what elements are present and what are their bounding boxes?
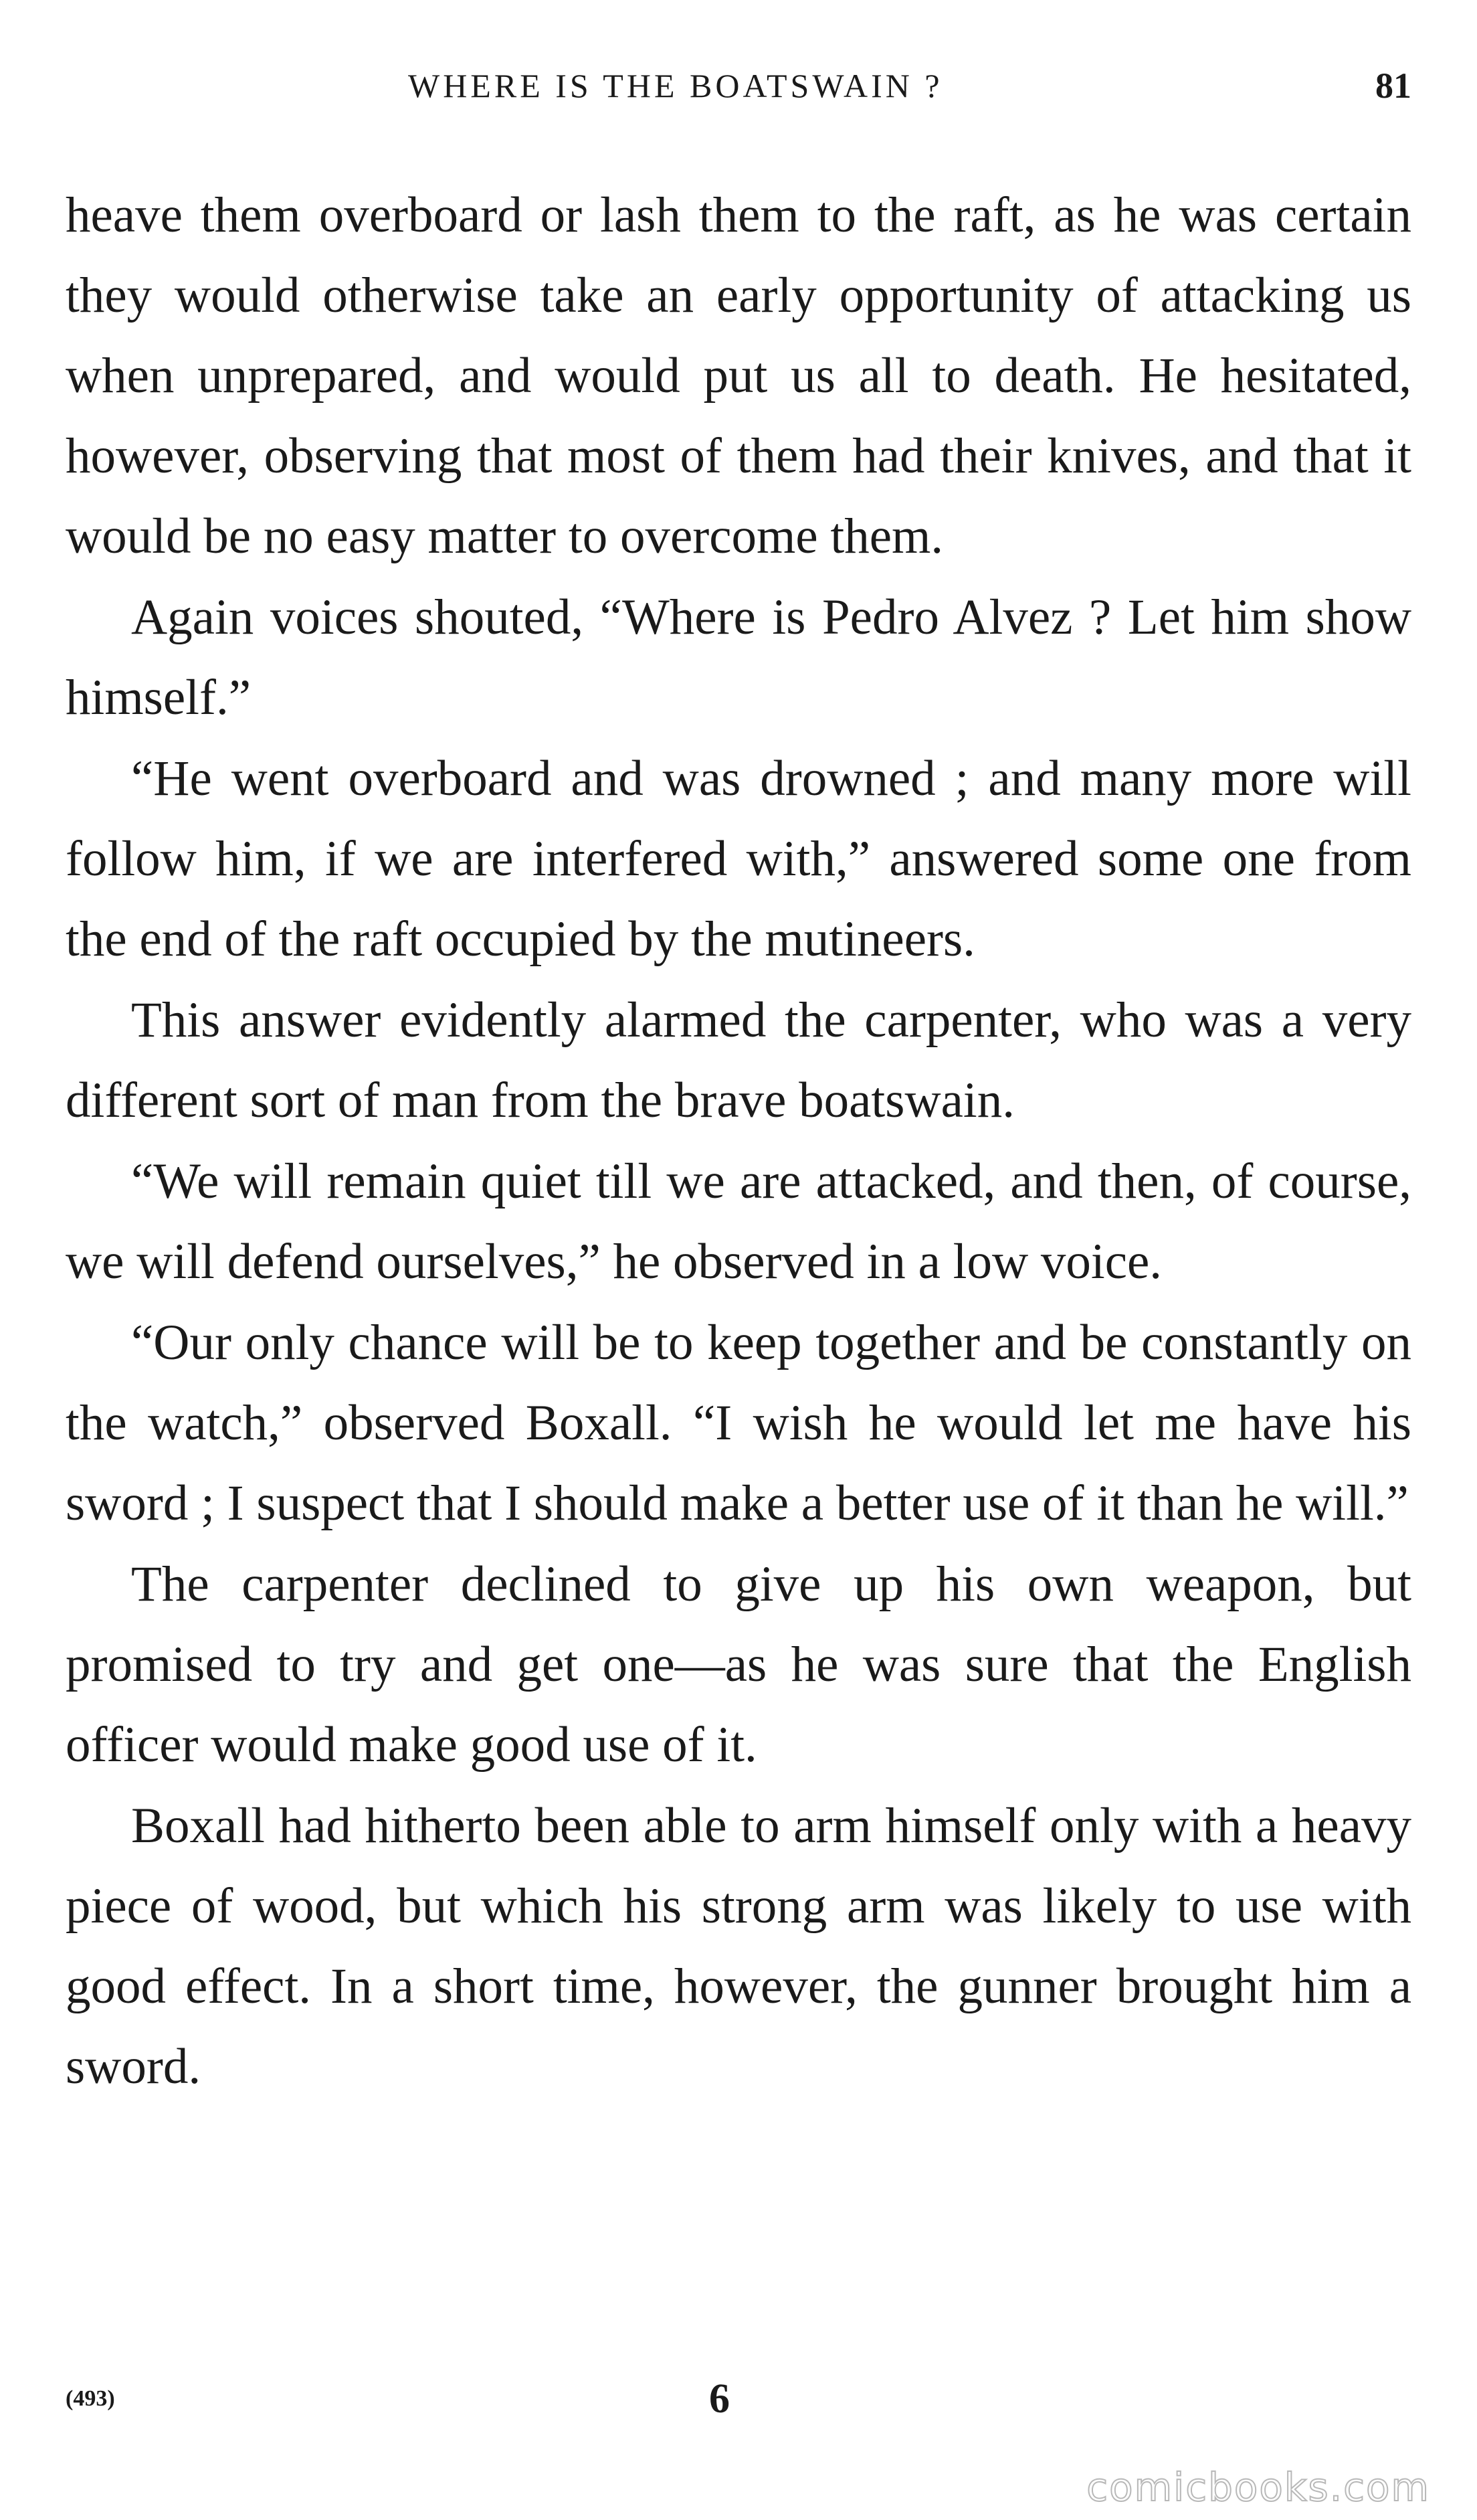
paragraph-8: Boxall had hitherto been able to arm himself only with a heavy piece of wood, but which his strong arm was likely to use with good effect. In a short time, however, the gunner brought him a sword. xyxy=(66,1798,1411,2094)
page-footer xyxy=(0,2369,1477,2429)
page-number: 81 xyxy=(1375,66,1411,106)
signature-number: 6 xyxy=(709,2376,730,2422)
paragraph-2: Again voices shouted, “Where is Pedro Alvez ? Let him show himself.” xyxy=(66,590,1411,725)
paragraph-1: heave them overboard or lash them to the raft, as he was certain they would otherwise take an early opportunity of attacking us when unprepared, and would put us all to death. He hesitated, however, observing that most of them had their knives, and that it would be no easy matter to overcome them. xyxy=(66,187,1411,564)
paragraph-5: “We will remain quiet till we are attacked, and then, of course, we will defend ourselves,” he observed in a low voice. xyxy=(66,1154,1411,1289)
body-text xyxy=(66,175,1411,2108)
paragraph-6: “Our only chance will be to keep together and be constantly on the watch,” observed Boxall. “I wish he would let me have his sword ; I suspect that I should make a better use of it than he will.” xyxy=(66,1315,1411,1531)
watermark: comicbooks.com xyxy=(1086,2464,1430,2510)
running-head xyxy=(0,59,1477,112)
paragraph-3: “He went overboard and was drowned ; and many more will follow him, if we are interfered with,” answered some one from the end of the raft occupied by the mutineers. xyxy=(66,751,1411,967)
printer-mark: (493) xyxy=(66,2386,115,2411)
paragraph-7: The carpenter declined to give up his own weapon, but promised to try and get one—as he was sure that the English officer would make good use of it. xyxy=(66,1556,1411,1773)
running-title: WHERE IS THE BOATSWAIN ? xyxy=(408,67,943,104)
paragraph-4: This answer evidently alarmed the carpenter, who was a very different sort of man from the brave boatswain. xyxy=(66,992,1411,1128)
